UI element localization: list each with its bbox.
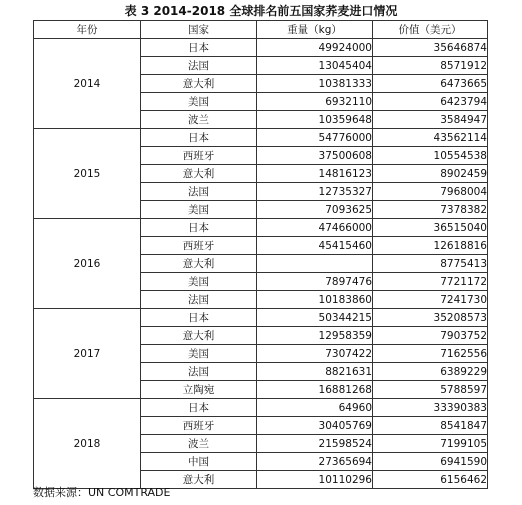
value-cell: 10554538 [373,147,488,165]
value-cell: 36515040 [373,219,488,237]
weight-cell: 45415460 [257,237,373,255]
weight-cell: 47466000 [257,219,373,237]
value-cell: 43562114 [373,129,488,147]
country-cell: 美国 [141,201,257,219]
weight-cell: 64960 [257,399,373,417]
value-cell: 6473665 [373,75,488,93]
country-cell: 法国 [141,183,257,201]
year-cell: 2015 [34,129,141,219]
value-cell: 33390383 [373,399,488,417]
value-cell: 7721172 [373,273,488,291]
country-cell: 波兰 [141,435,257,453]
country-cell: 美国 [141,273,257,291]
year-cell: 2014 [34,39,141,129]
weight-cell: 21598524 [257,435,373,453]
value-cell: 35208573 [373,309,488,327]
country-cell: 意大利 [141,75,257,93]
weight-cell: 7307422 [257,345,373,363]
weight-cell: 10110296 [257,471,373,489]
country-cell: 日本 [141,129,257,147]
value-cell: 6389229 [373,363,488,381]
value-cell: 8571912 [373,57,488,75]
country-cell: 西班牙 [141,147,257,165]
country-cell: 法国 [141,363,257,381]
value-cell: 6941590 [373,453,488,471]
country-cell: 西班牙 [141,237,257,255]
value-cell: 8775413 [373,255,488,273]
weight-cell [257,255,373,273]
weight-cell: 30405769 [257,417,373,435]
header-row [34,21,488,39]
value-cell: 12618816 [373,237,488,255]
value-cell: 8541847 [373,417,488,435]
year-cell: 2016 [34,219,141,309]
table-row [34,129,488,147]
table-row [34,399,488,417]
weight-cell: 12735327 [257,183,373,201]
data-source-note: 数据来源：UN COMTRADE [33,486,171,499]
weight-cell: 27365694 [257,453,373,471]
weight-cell: 54776000 [257,129,373,147]
value-cell: 7968004 [373,183,488,201]
value-cell: 7162556 [373,345,488,363]
value-cell: 7199105 [373,435,488,453]
country-cell: 法国 [141,57,257,75]
country-cell: 中国 [141,453,257,471]
header-year: 年份 [34,21,141,39]
value-cell: 6423794 [373,93,488,111]
value-cell: 6156462 [373,471,488,489]
year-cell: 2017 [34,309,141,399]
country-cell: 意大利 [141,255,257,273]
weight-cell: 7897476 [257,273,373,291]
value-cell: 35646874 [373,39,488,57]
weight-cell: 7093625 [257,201,373,219]
value-cell: 7903752 [373,327,488,345]
country-cell: 日本 [141,39,257,57]
value-cell: 7378382 [373,201,488,219]
country-cell: 美国 [141,93,257,111]
import-table [33,20,488,489]
table-row [34,309,488,327]
weight-cell: 10381333 [257,75,373,93]
country-cell: 美国 [141,345,257,363]
country-cell: 波兰 [141,111,257,129]
weight-cell: 16881268 [257,381,373,399]
country-cell: 日本 [141,309,257,327]
country-cell: 西班牙 [141,417,257,435]
weight-cell: 10359648 [257,111,373,129]
country-cell: 法国 [141,291,257,309]
weight-cell: 6932110 [257,93,373,111]
weight-cell: 8821631 [257,363,373,381]
country-cell: 立陶宛 [141,381,257,399]
weight-cell: 50344215 [257,309,373,327]
weight-cell: 37500608 [257,147,373,165]
country-cell: 日本 [141,219,257,237]
header-weight: 重量（kg） [257,21,373,39]
value-cell: 5788597 [373,381,488,399]
value-cell: 3584947 [373,111,488,129]
country-cell: 意大利 [141,471,257,489]
country-cell: 日本 [141,399,257,417]
weight-cell: 12958359 [257,327,373,345]
country-cell: 意大利 [141,327,257,345]
value-cell: 8902459 [373,165,488,183]
weight-cell: 14816123 [257,165,373,183]
year-cell: 2018 [34,399,141,489]
value-cell: 7241730 [373,291,488,309]
table-row [34,219,488,237]
header-country: 国家 [141,21,257,39]
table-row [34,39,488,57]
table-title: 表 3 2014-2018 全球排名前五国家荞麦进口情况 [124,4,398,18]
weight-cell: 49924000 [257,39,373,57]
weight-cell: 10183860 [257,291,373,309]
weight-cell: 13045404 [257,57,373,75]
country-cell: 意大利 [141,165,257,183]
header-value: 价值（美元） [373,21,488,39]
